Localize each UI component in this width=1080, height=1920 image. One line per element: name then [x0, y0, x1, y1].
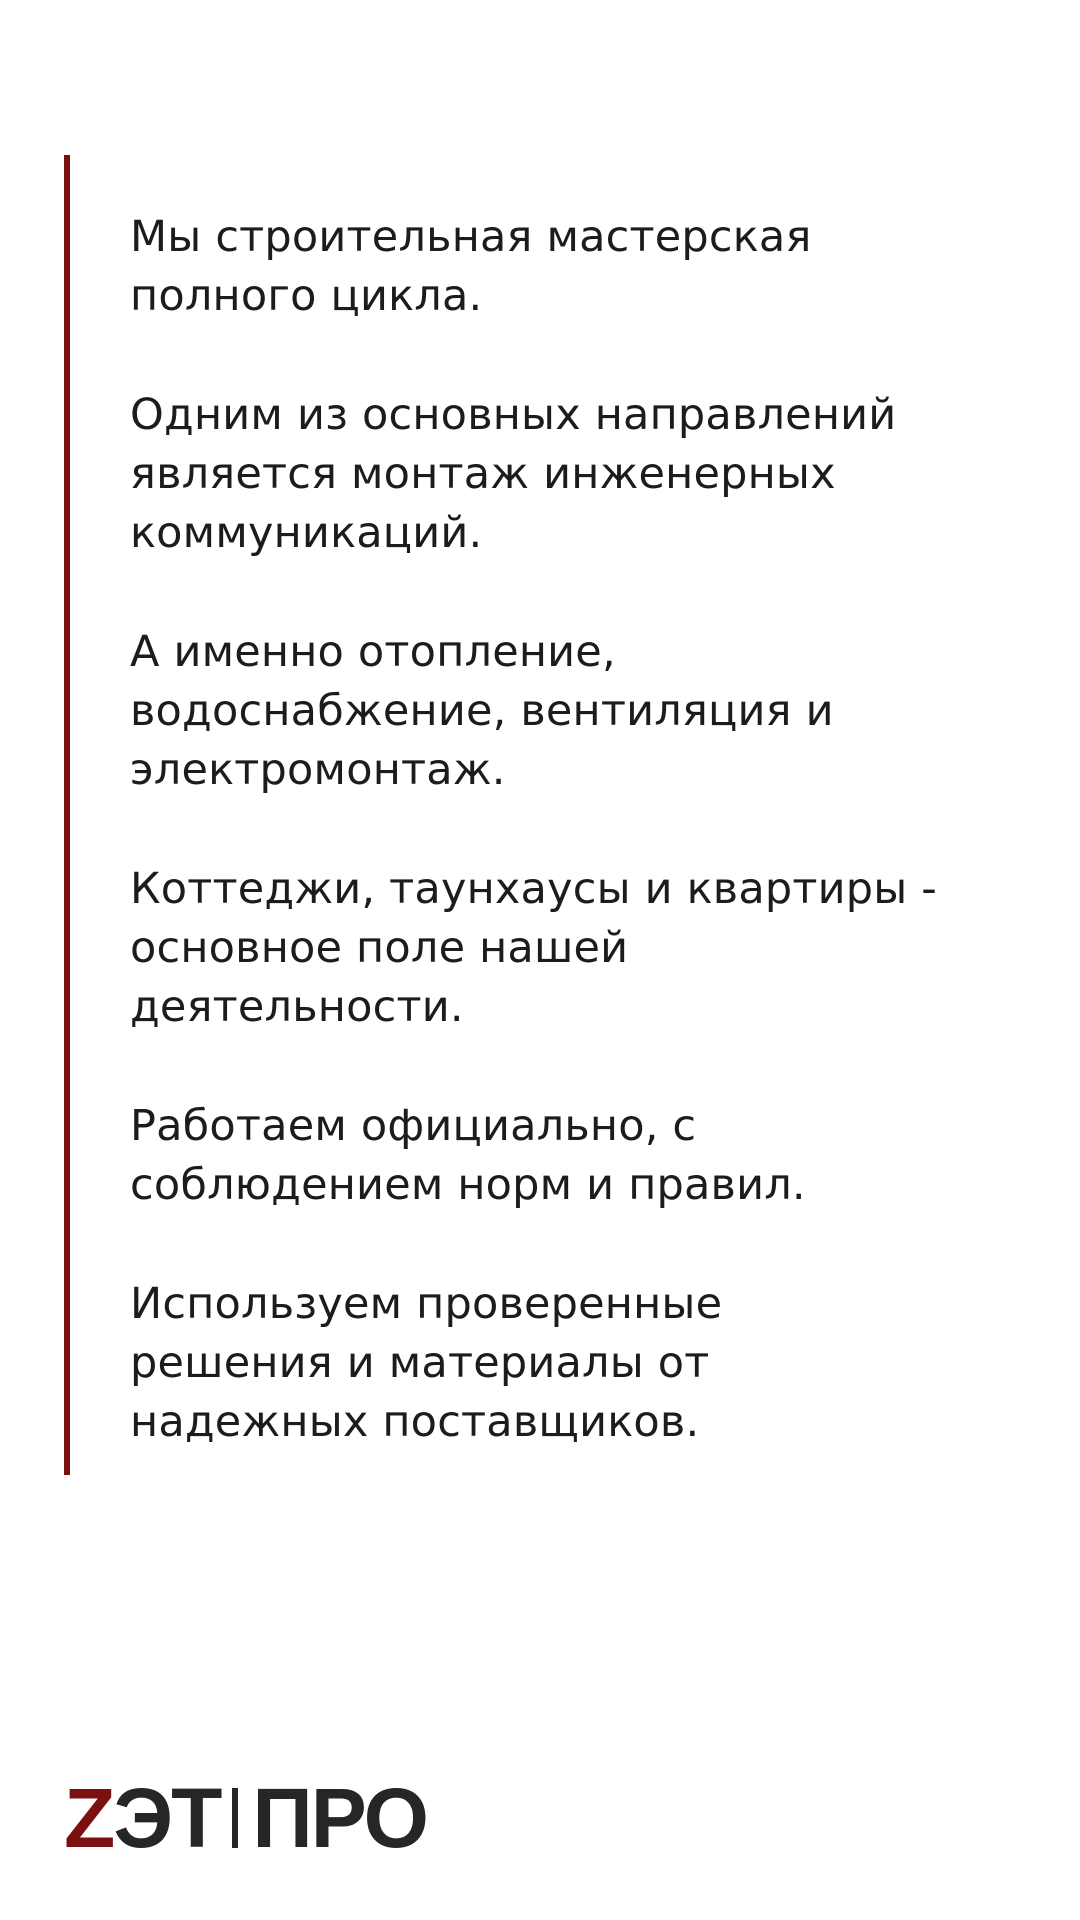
paragraph-line: полного цикла.: [130, 271, 483, 321]
logo-first-letter: Z: [64, 1771, 114, 1865]
paragraph-official: [130, 1097, 1030, 1215]
paragraph-line: А именно отопление,: [130, 627, 616, 677]
paragraph-direction: [130, 386, 1030, 563]
brand-logo: [64, 1771, 428, 1865]
paragraph-line: решения и материалы от: [130, 1338, 710, 1388]
paragraph-line: Коттеджи, таунхаусы и квартиры -: [130, 864, 938, 914]
logo-divider: [232, 1788, 238, 1848]
paragraph-line: Используем проверенные: [130, 1279, 723, 1329]
paragraph-line: электромонтаж.: [130, 745, 506, 795]
paragraph-line: надежных поставщиков.: [130, 1397, 700, 1447]
paragraph-line: коммуникаций.: [130, 508, 483, 558]
paragraph-line: деятельности.: [130, 982, 464, 1032]
paragraph-field: [130, 860, 1030, 1037]
logo-left-part: ЭТ: [113, 1771, 221, 1865]
paragraph-line: основное поле нашей: [130, 923, 629, 973]
paragraph-line: Работаем официально, с: [130, 1101, 697, 1151]
paragraph-line: водоснабжение, вентиляция и: [130, 686, 834, 736]
paragraph-line: соблюдением норм и правил.: [130, 1160, 806, 1210]
text-content: [130, 208, 1030, 1452]
accent-bar: [64, 155, 70, 1475]
paragraph-materials: [130, 1275, 1030, 1452]
paragraph-line: Мы строительная мастерская: [130, 212, 812, 262]
paragraph-intro: [130, 208, 1030, 326]
paragraph-line: Одним из основных направлений: [130, 390, 897, 440]
paragraph-services: [130, 623, 1030, 800]
logo-right-part: ПРО: [252, 1771, 428, 1865]
paragraph-line: является монтаж инженерных: [130, 449, 836, 499]
